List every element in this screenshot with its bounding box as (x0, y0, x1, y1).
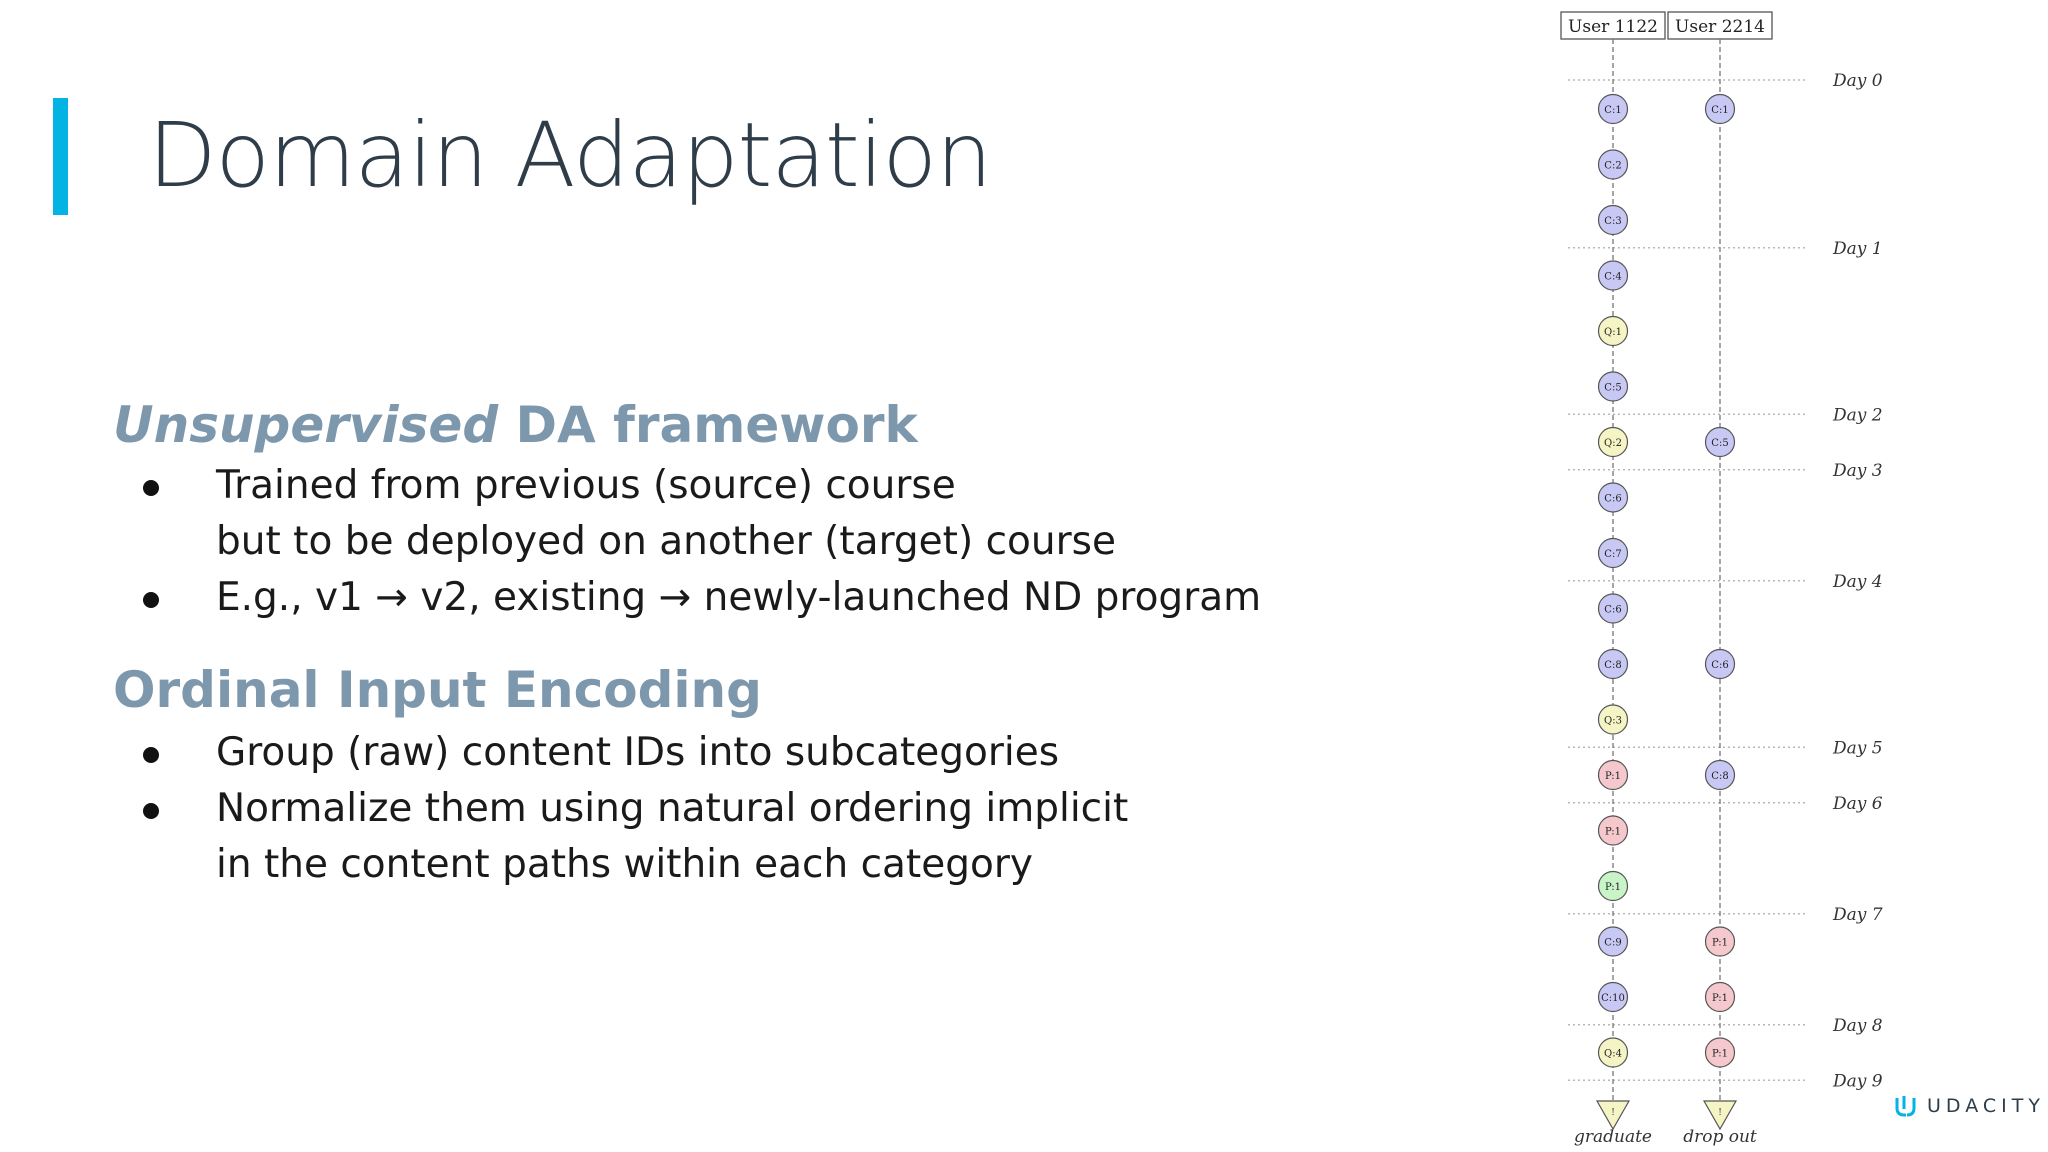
bullet-line: Trained from previous (source) course (216, 463, 956, 508)
path-node-label: C:10 (1601, 993, 1625, 1004)
path-node-label: Q:2 (1604, 438, 1622, 449)
heading-text: DA framework (498, 396, 918, 454)
path-node-label: C:3 (1604, 216, 1622, 227)
path-node-label: C:5 (1604, 382, 1622, 394)
path-node-label: P:1 (1711, 993, 1729, 1004)
path-node-label: Q:4 (1604, 1048, 1622, 1060)
day-label: Day 4 (1833, 571, 1883, 592)
bullet-item (113, 781, 1128, 893)
heading-text: Ordinal Input Encoding (113, 661, 762, 719)
user-header-label: User 1122 (1568, 17, 1658, 37)
day-label: Day 2 (1833, 405, 1883, 426)
path-node-label: C:4 (1604, 271, 1622, 283)
path-node-label: P:1 (1604, 882, 1622, 893)
path-node-label: C:2 (1604, 160, 1622, 172)
day-label: Day 8 (1833, 1015, 1883, 1036)
path-node-label: P:1 (1604, 771, 1622, 782)
path-node-label: Q:3 (1604, 715, 1622, 727)
title-accent-bar (53, 98, 68, 215)
slide-title: Domain Adaptation (148, 103, 992, 207)
path-node-label: C:6 (1604, 604, 1622, 616)
learning-path-diagram (1550, 0, 1900, 1152)
bullet-line: E.g., v1 → v2, existing → newly-launched ND program (216, 575, 1262, 620)
outcome-label: graduate (1573, 1127, 1653, 1147)
path-node-label: C:1 (1711, 105, 1729, 116)
bullet-list-da-framework (113, 458, 1261, 626)
bullet-item (113, 725, 1128, 781)
path-node-label: C:6 (1711, 660, 1729, 671)
bullet-item (113, 458, 1261, 570)
udacity-logo-icon (1893, 1093, 1919, 1119)
path-node-label: C:1 (1604, 105, 1622, 116)
day-label: Day 7 (1833, 904, 1883, 925)
bullet-line: in the content paths within each category (216, 842, 1033, 887)
bullet-line: Normalize them using natural ordering implicit (216, 786, 1129, 831)
user-header-label: User 2214 (1675, 17, 1765, 37)
bullet-dot (143, 803, 159, 819)
bullet-line: Group (raw) content IDs into subcategories (216, 730, 1060, 775)
section-heading-ordinal-encoding (113, 659, 762, 721)
outcome-triangle-mark: ! (1611, 1108, 1615, 1118)
bullet-dot (143, 747, 159, 763)
udacity-logo-text: UDACITY (1927, 1095, 2045, 1117)
outcome-triangle-mark: ! (1718, 1108, 1722, 1118)
bullet-dot (143, 592, 159, 608)
outcome-label: drop out (1683, 1127, 1757, 1147)
heading-emphasis: Unsupervised (113, 396, 499, 454)
day-label: Day 9 (1833, 1071, 1883, 1092)
day-label: Day 1 (1833, 238, 1883, 259)
udacity-logo (1893, 1093, 2045, 1119)
path-node-label: C:5 (1711, 438, 1729, 449)
day-label: Day 3 (1833, 460, 1883, 481)
path-node-label: P:1 (1711, 937, 1729, 949)
path-node-label: C:7 (1604, 549, 1622, 560)
path-node-label: Q:1 (1604, 327, 1622, 338)
path-node-label: C:9 (1604, 937, 1622, 949)
section-heading-da-framework (113, 394, 918, 456)
bullet-item (113, 570, 1261, 626)
path-node-label: P:1 (1604, 826, 1622, 838)
day-label: Day 5 (1833, 738, 1883, 759)
path-node-label: C:6 (1604, 493, 1622, 505)
path-node-label: C:8 (1604, 660, 1622, 671)
path-node-label: C:8 (1711, 771, 1729, 782)
path-node-label: P:1 (1711, 1048, 1729, 1060)
bullet-list-ordinal-encoding (113, 725, 1128, 893)
bullet-line: but to be deployed on another (target) course (216, 519, 1116, 564)
day-label: Day 6 (1833, 793, 1883, 814)
day-label: Day 0 (1833, 71, 1883, 91)
bullet-dot (143, 480, 159, 496)
